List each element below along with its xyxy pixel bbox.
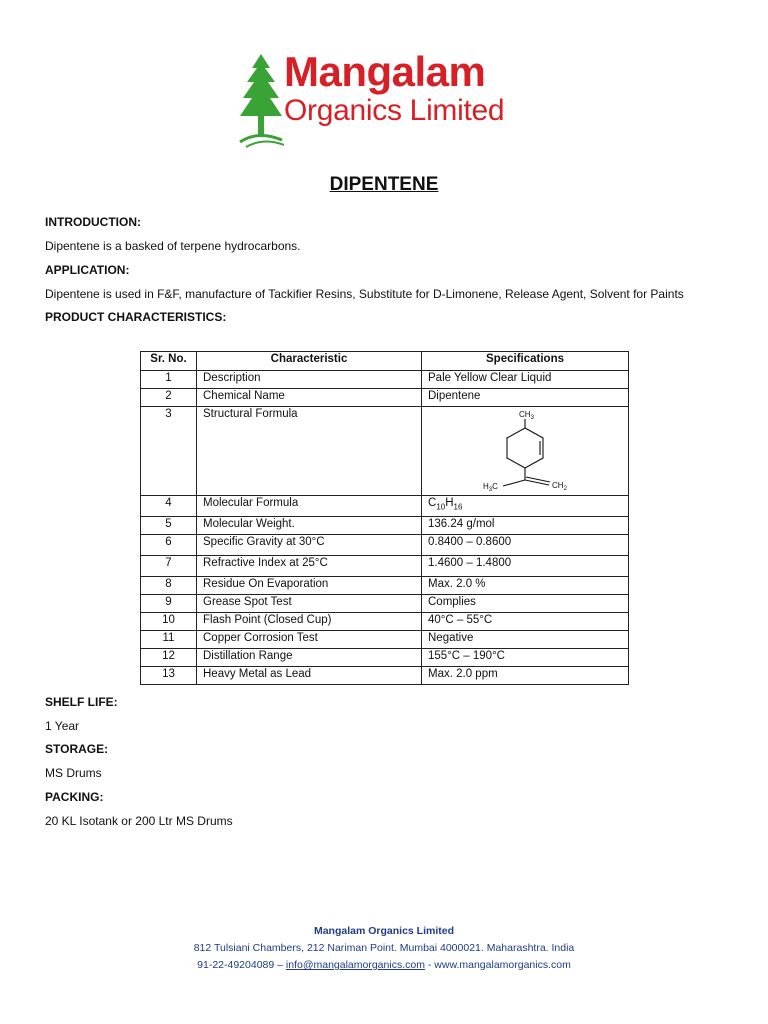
ch2-label: $CH_2$ (552, 481, 567, 492)
formula-h: H (445, 497, 454, 509)
sr-no: 5 (141, 517, 197, 535)
specification-value: Max. 2.0 ppm (422, 667, 629, 685)
page-title: DIPENTENE (329, 174, 439, 195)
h3c-label: $H_3C$ (483, 482, 498, 493)
footer-phone: 91-22-49204089 – (197, 959, 283, 971)
table-row (141, 649, 629, 667)
limonene-structure-diagram (455, 408, 595, 494)
table-row (141, 496, 629, 517)
table-row (141, 407, 629, 496)
company-logo (238, 46, 538, 150)
characteristics-table (140, 351, 629, 685)
footer-separator: - (427, 959, 432, 971)
structural-formula-cell (422, 407, 629, 496)
footer-contact (0, 959, 768, 971)
formula-sub-c: 10 (436, 502, 446, 512)
characteristic-name: Chemical Name (197, 389, 422, 407)
storage-heading: STORAGE: (45, 742, 109, 756)
sr-no: 3 (141, 407, 197, 496)
specification-value: 0.8400 – 0.8600 (422, 535, 629, 556)
sr-no: 10 (141, 613, 197, 631)
sr-no: 12 (141, 649, 197, 667)
table-row (141, 371, 629, 389)
specification-value: Complies (422, 595, 629, 613)
formula-c: C (428, 497, 437, 509)
table-row (141, 667, 629, 685)
footer-email-link[interactable]: info@mangalamorganics.com (285, 959, 425, 971)
sr-no: 4 (141, 496, 197, 517)
specification-value: 1.4600 – 1.4800 (422, 556, 629, 577)
footer-address: 812 Tulsiani Chambers, 212 Nariman Point. Mumbai 4000021. Maharashtra. India (193, 942, 575, 954)
characteristic-name: Grease Spot Test (197, 595, 422, 613)
formula-sub-h: 16 (453, 502, 463, 512)
table-row (141, 517, 629, 535)
table-row (141, 595, 629, 613)
characteristic-name: Structural Formula (197, 407, 422, 496)
application-text: Dipentene is used in F&F, manufacture of Tackifier Resins, Substitute for D-Limonene, Release Agent, Solvent for Paints (45, 287, 684, 301)
molecular-formula-value (422, 496, 629, 517)
sr-no: 11 (141, 631, 197, 649)
specification-value: 136.24 g/mol (422, 517, 629, 535)
logo-line-2: Organics Limited (284, 94, 505, 127)
sr-no: 13 (141, 667, 197, 685)
table-row (141, 631, 629, 649)
footer-company: Mangalam Organics Limited (313, 925, 455, 937)
characteristic-name: Molecular Weight. (197, 517, 422, 535)
specification-value: 155°C – 190°C (422, 649, 629, 667)
characteristic-name: Refractive Index at 25°C (197, 556, 422, 577)
characteristic-name: Heavy Metal as Lead (197, 667, 422, 685)
sr-no: 6 (141, 535, 197, 556)
header-characteristic: Characteristic (197, 352, 422, 371)
specification-value: Max. 2.0 % (422, 577, 629, 595)
shelf-life-heading: SHELF LIFE: (45, 695, 118, 709)
characteristic-name: Copper Corrosion Test (197, 631, 422, 649)
characteristic-name: Residue On Evaporation (197, 577, 422, 595)
application-heading: APPLICATION: (45, 263, 130, 277)
table-row (141, 389, 629, 407)
pine-tree-icon (238, 52, 284, 148)
table-row (141, 577, 629, 595)
table-row (141, 535, 629, 556)
table-row (141, 613, 629, 631)
storage-text: MS Drums (45, 766, 102, 780)
sr-no: 1 (141, 371, 197, 389)
sr-no: 2 (141, 389, 197, 407)
characteristics-heading: PRODUCT CHARACTERISTICS: (45, 310, 227, 324)
introduction-text: Dipentene is a basked of terpene hydrocarbons. (45, 239, 301, 253)
sr-no: 8 (141, 577, 197, 595)
characteristic-name: Molecular Formula (197, 496, 422, 517)
sr-no: 7 (141, 556, 197, 577)
characteristic-name: Flash Point (Closed Cup) (197, 613, 422, 631)
characteristic-name: Distillation Range (197, 649, 422, 667)
table-header-row (141, 352, 629, 371)
specification-value: Dipentene (422, 389, 629, 407)
sr-no: 9 (141, 595, 197, 613)
logo-line-1: Mangalam (284, 48, 486, 95)
packing-heading: PACKING: (45, 790, 104, 804)
specification-value: 40°C – 55°C (422, 613, 629, 631)
header-specifications: Specifications (422, 352, 629, 371)
introduction-heading: INTRODUCTION: (45, 215, 141, 229)
ch3-label: $CH_3$ (519, 410, 534, 421)
characteristic-name: Specific Gravity at 30°C (197, 535, 422, 556)
specification-value: Pale Yellow Clear Liquid (422, 371, 629, 389)
characteristic-name: Description (197, 371, 422, 389)
specification-value: Negative (422, 631, 629, 649)
packing-text: 20 KL Isotank or 200 Ltr MS Drums (45, 814, 233, 828)
shelf-life-text: 1 Year (45, 719, 80, 733)
footer-website-link[interactable]: www.mangalamorganics.com (434, 959, 571, 971)
header-sr-no: Sr. No. (141, 352, 197, 371)
table-row (141, 556, 629, 577)
